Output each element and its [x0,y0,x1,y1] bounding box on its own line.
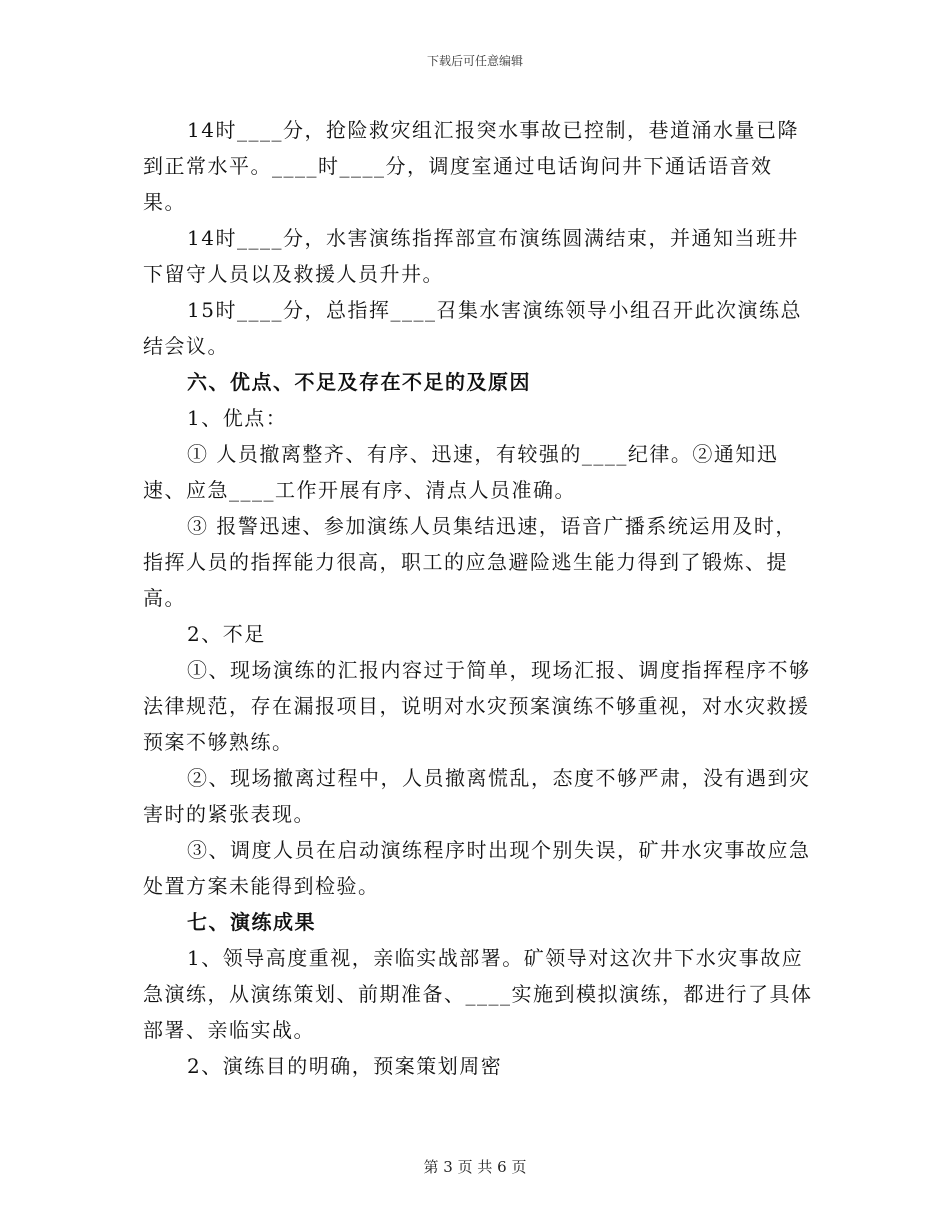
section-heading-six: 六、优点、不足及存在不足的及原因 [187,370,531,394]
paragraph-3: 15时____分，总指挥____召集水害演练领导小组召开此次演练总结会议。 [143,298,802,358]
paragraph-advantage-1: ① 人员撤离整齐、有序、迅速，有较强的____纪律。②通知迅速、应急____工作开展有序、清点人员准确。 [143,442,779,502]
paragraph-1: 14时____分，抢险救灾组汇报突水事故已控制，巷道涌水量已降到正常水平。____时____分，调度室通过电话询问井下通话语音效果。 [143,118,799,214]
paragraph-result-1: 1、领导高度重视，亲临实战部署。矿领导对这次井下水灾事故应急演练，从演练策划、前期准备、____实施到模拟演练，都进行了具体部署、亲临实战。 [143,946,813,1042]
paragraph-shortcoming-2: ②、现场撤离过程中，人员撤离慌乱，态度不够严肃，没有遇到灾害时的紧张表现。 [143,766,811,826]
paragraph-result-2: 2、演练目的明确，预案策划周密 [187,1054,503,1078]
page-header: 下载后可任意编辑 [426,54,523,68]
subheading-shortcomings: 2、不足 [187,622,266,646]
paragraph-2: 14时____分，水害演练指挥部宣布演练圆满结束，并通知当班井下留守人员以及救援人员升井。 [143,226,799,286]
paragraph-advantage-3: ③ 报警迅速、参加演练人员集结迅速，语音广播系统运用及时，指挥人员的指挥能力很高，职工的应急避险逃生能力得到了锻炼、提高。 [143,514,797,610]
paragraph-shortcoming-1: ①、现场演练的汇报内容过于简单，现场汇报、调度指挥程序不够法律规范，存在漏报项目，说明对水灾预案演练不够重视，对水灾救援预案不够熟练。 [143,658,811,754]
section-heading-seven: 七、演练成果 [187,910,316,934]
document-body [143,112,813,1084]
page-footer: 第 3 页 共 6 页 [423,1158,527,1176]
subheading-advantages: 1、优点： [187,406,288,430]
paragraph-shortcoming-3: ③、调度人员在启动演练程序时出现个别失误，矿井水灾事故应急处置方案未能得到检验。 [143,838,811,898]
